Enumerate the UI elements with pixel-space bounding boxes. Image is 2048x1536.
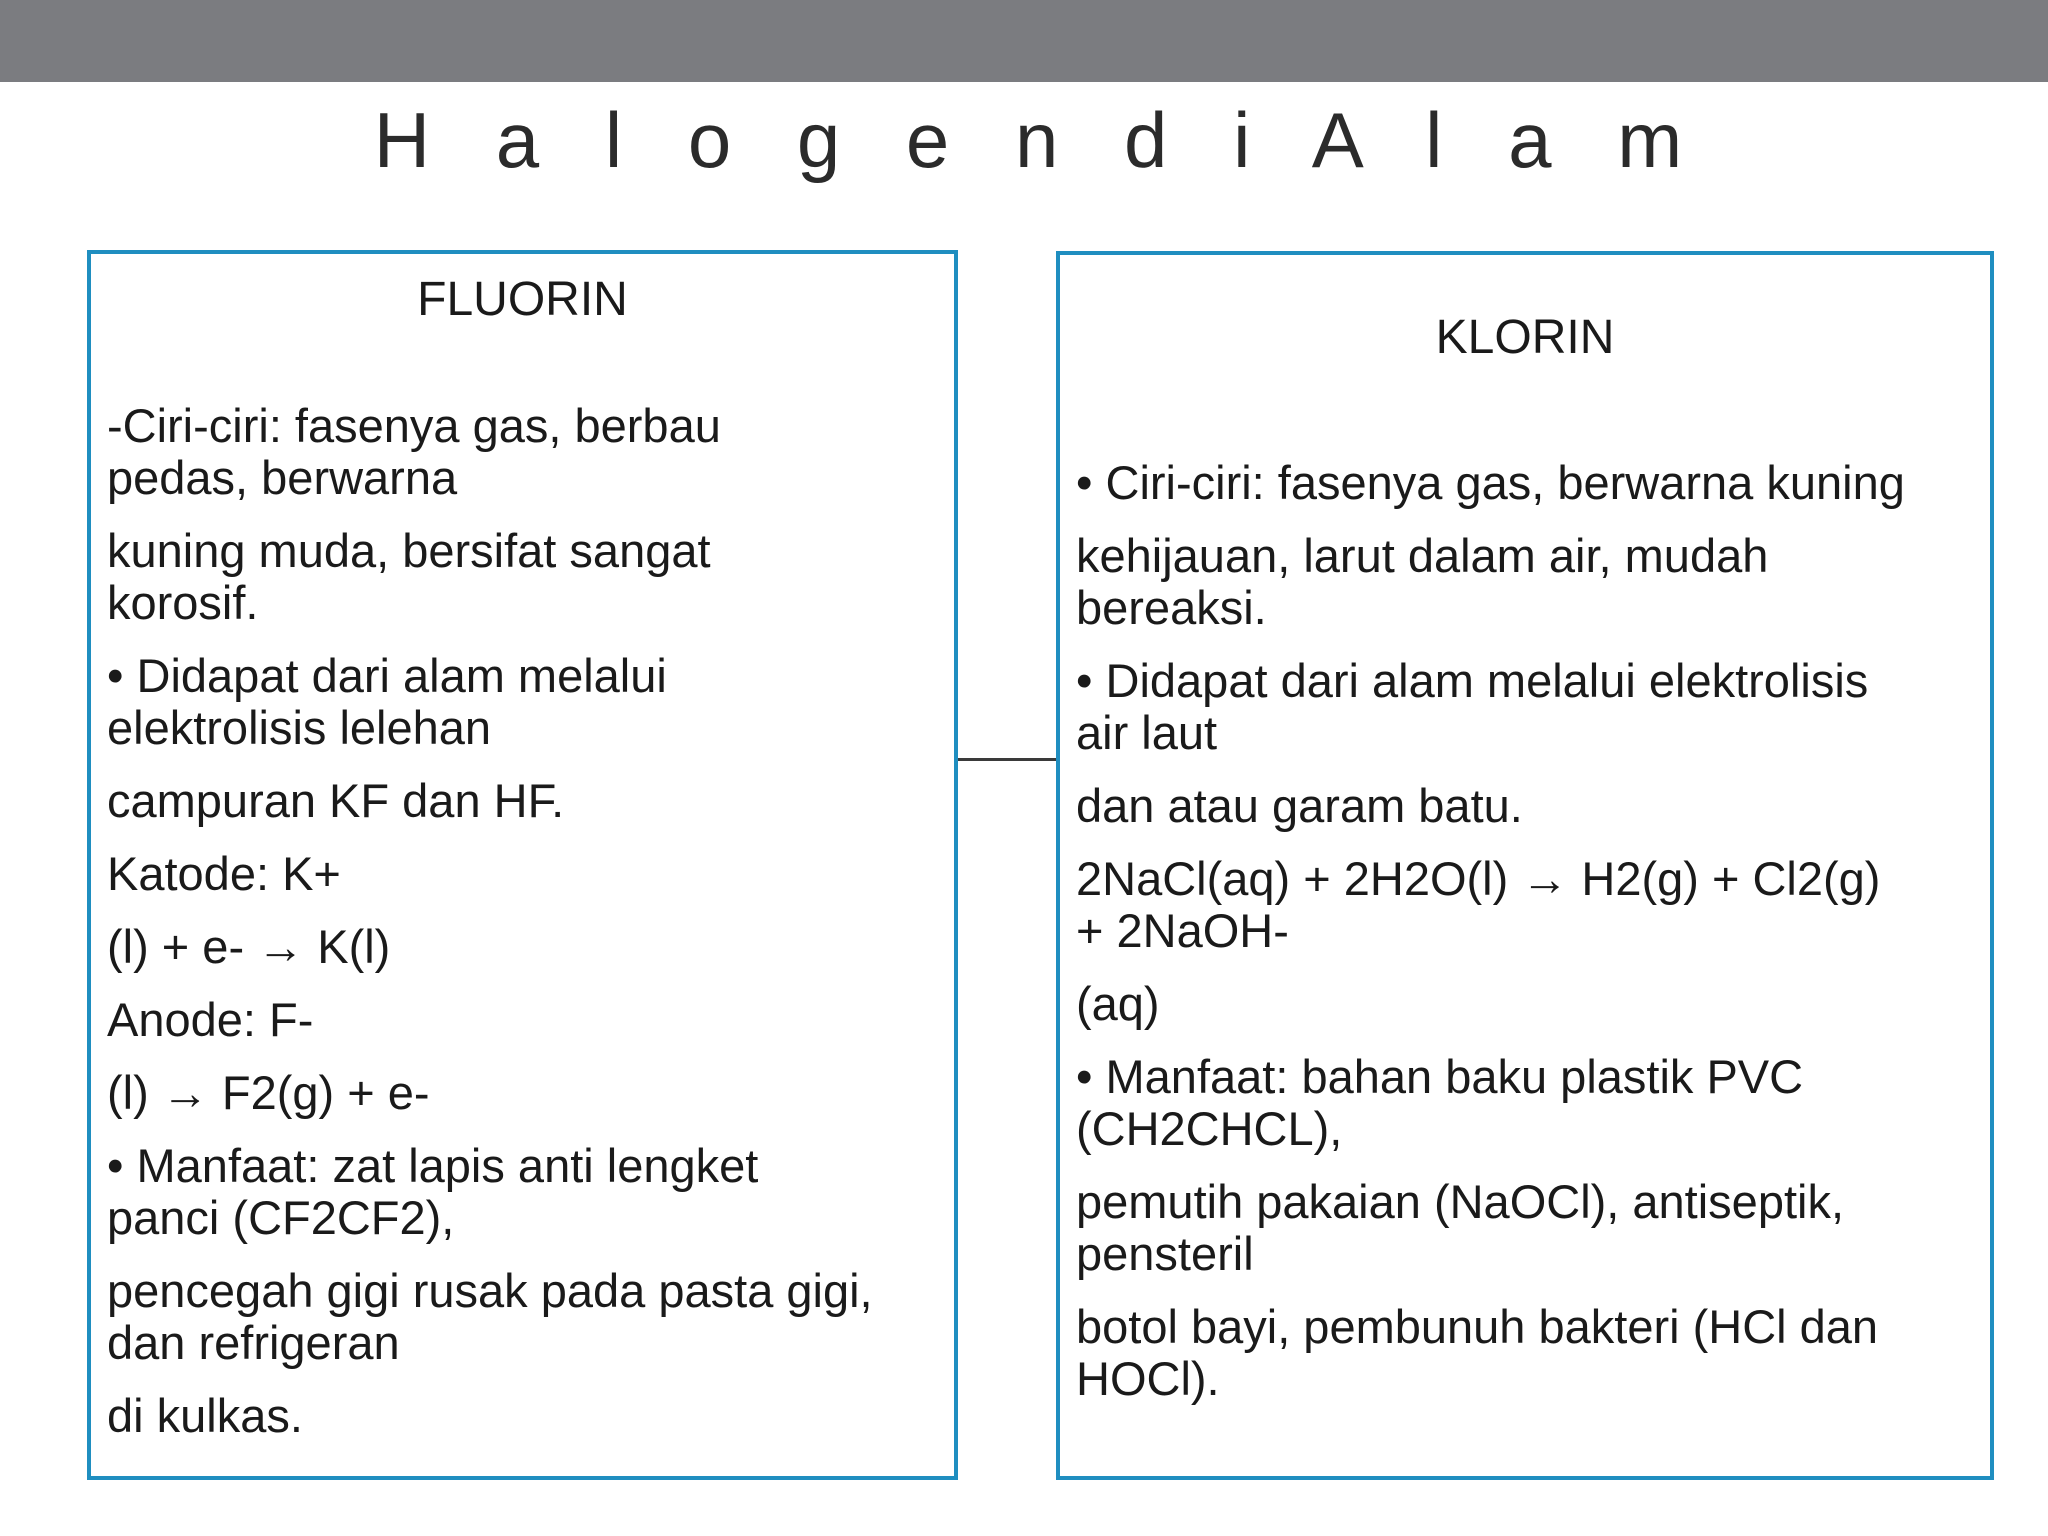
fluorin-body [107,400,946,1463]
fluorin-paragraph: • Didapat dari alam melalui elektrolisis lelehan [107,649,667,754]
klorin-paragraph: (aq) [1076,977,1160,1030]
fluorin-paragraph: kuning muda, bersifat sangat korosif. [107,524,711,629]
klorin-paragraph: pemutih pakaian (NaOCl), antiseptik, pensteril [1076,1175,1845,1280]
fluorin-card [87,250,958,1480]
fluorin-paragraph: (l) + e- → K(l) [107,920,391,973]
header-bar [0,0,2048,82]
klorin-paragraph: 2NaCl(aq) + 2H2O(l) → H2(g) + Cl2(g) + 2NaOH- [1076,852,1881,957]
klorin-paragraph: dan atau garam batu. [1076,779,1523,832]
klorin-paragraph: • Manfaat: bahan baku plastik PVC (CH2CHCL), [1076,1050,1804,1155]
klorin-card [1056,251,1994,1480]
klorin-paragraph: • Ciri-ciri: fasenya gas, berwarna kuning [1076,456,1905,509]
fluorin-paragraph: Katode: K+ [107,847,341,900]
fluorin-paragraph: campuran KF dan HF. [107,774,565,827]
connector-line [957,758,1057,761]
fluorin-paragraph: pencegah gigi rusak pada pasta gigi, dan refrigeran [107,1264,873,1369]
klorin-paragraph: • Didapat dari alam melalui elektrolisis air laut [1076,654,1869,759]
fluorin-paragraph: (l) → F2(g) + e- [107,1066,430,1119]
klorin-title: KLORIN [1435,311,1615,364]
klorin-paragraph: kehijauan, larut dalam air, mudah bereaksi. [1076,529,1769,634]
klorin-paragraph: botol bayi, pembunuh bakteri (HCl dan HOCl). [1076,1300,1879,1405]
fluorin-paragraph: • Manfaat: zat lapis anti lengket panci (CF2CF2), [107,1139,759,1244]
klorin-body [1076,457,1982,1426]
fluorin-paragraph: di kulkas. [107,1389,303,1442]
slide-title: H a l o g e n d i A l a m [373,96,1705,184]
fluorin-title: FLUORIN [417,273,628,326]
fluorin-paragraph: Anode: F- [107,993,314,1046]
fluorin-paragraph: -Ciri-ciri: fasenya gas, berbau pedas, berwarna [107,399,721,504]
